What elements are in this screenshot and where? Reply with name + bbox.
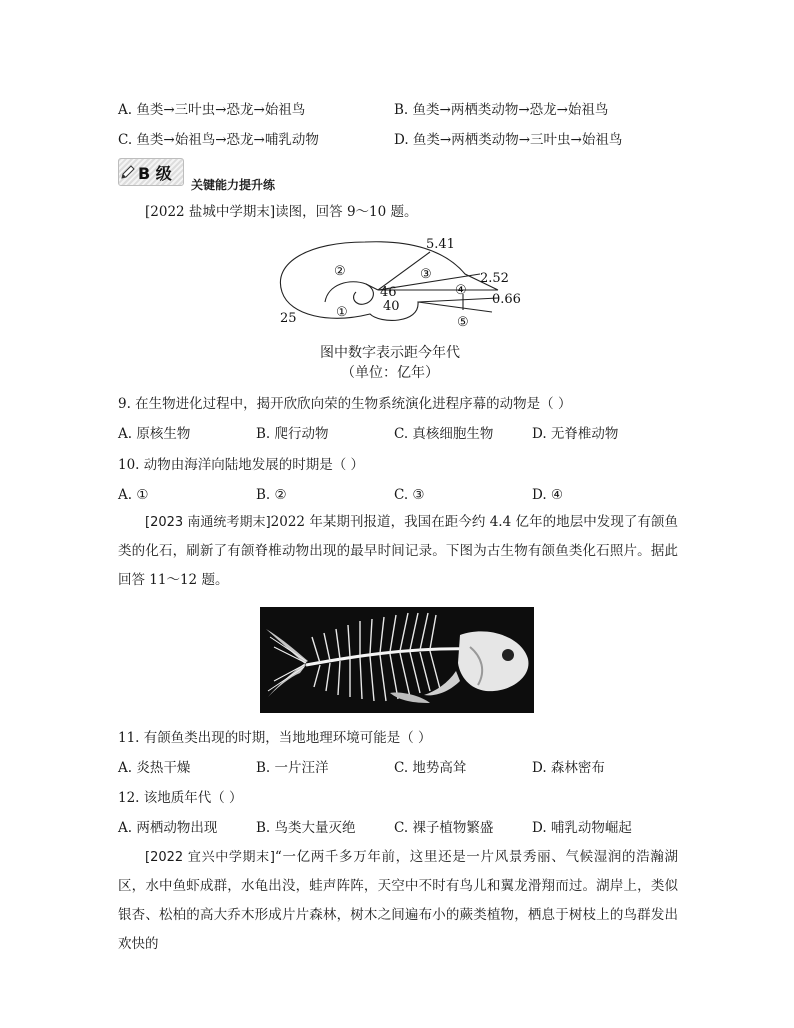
diagram-caption-1: 图中数字表示距今年代 — [320, 345, 460, 361]
q9-option-a: A. 原核生物 — [118, 426, 191, 442]
q10-option-c: C. ③ — [394, 487, 425, 503]
q9-option-c: C. 真核细胞生物 — [394, 426, 494, 442]
intro-11-12-text: 2022 年某期刊报道，我国在距今约 4.4 亿年的地层中发现了有颌鱼类的化石，刷新了有颌脊椎动物出现的最早时间记录。下图为古生物有颌鱼类化石照片。据此回答 11～12 题。 — [118, 514, 678, 588]
label-46: 46 — [380, 285, 397, 300]
q11-option-b: B. 一片汪洋 — [256, 760, 329, 776]
label-066: 0.66 — [492, 292, 521, 307]
q11-stem: 11. 有颌鱼类出现的时期，当地地理环境可能是（ ） — [118, 730, 432, 746]
label-period-2: ② — [334, 264, 346, 279]
option-8b: B. 鱼类→两栖类动物→恐龙→始祖鸟 — [394, 102, 609, 118]
label-252: 2.52 — [480, 271, 509, 286]
label-period-3: ③ — [420, 267, 432, 282]
q10-stem: 10. 动物由海洋向陆地发展的时期是（ ） — [118, 457, 365, 473]
level-badge — [118, 158, 184, 186]
q10-option-d: D. ④ — [532, 487, 564, 503]
q12-option-a: A. 两栖动物出现 — [118, 820, 218, 836]
label-541: 5.41 — [426, 237, 455, 252]
intro-11-12 — [118, 508, 678, 595]
geologic-time-diagram — [270, 232, 530, 342]
q11-option-d: D. 森林密布 — [532, 760, 605, 776]
q9-stem: 9. 在生物进化过程中，揭开欣欣向荣的生物系统演化进程序幕的动物是（ ） — [118, 396, 572, 412]
intro-13-source: [2022 宜兴中学期末] — [145, 850, 275, 865]
q11-option-a: A. 炎热干燥 — [118, 760, 191, 776]
q9-option-d: D. 无脊椎动物 — [532, 426, 619, 442]
option-8d: D. 鱼类→两栖类动物→三叶虫→始祖鸟 — [394, 132, 623, 148]
inner-spiral — [325, 282, 373, 305]
intro-9-10: [2022 盐城中学期末]读图，回答 9～10 题。 — [145, 204, 418, 220]
badge-label: B 级 — [138, 164, 172, 183]
q12-option-c: C. 裸子植物繁盛 — [394, 820, 494, 836]
q10-option-b: B. ② — [256, 487, 287, 503]
intro-13-text: “一亿两千多万年前，这里还是一片风景秀丽、气候湿润的浩瀚湖区，水中鱼虾成群，水龟出没，蛙声阵阵，天空中不时有鸟儿和翼龙滑翔而过。湖岸上，类似银杏、松柏的高大乔木形成片片森林，树木之间遍布小的蕨类植物，栖息于树枝上的鸟群发出欢快的 — [118, 849, 678, 952]
label-40: 40 — [383, 299, 400, 314]
label-period-4: ④ — [455, 283, 467, 298]
q10-option-a: A. ① — [118, 487, 149, 503]
intro-13 — [118, 843, 678, 959]
q11-option-c: C. 地势高耸 — [394, 760, 467, 776]
section-title: 关键能力提升练 — [191, 178, 276, 192]
q12-option-d: D. 哺乳动物崛起 — [532, 820, 632, 836]
label-period-5: ⑤ — [457, 315, 469, 330]
intro-11-12-source: [2023 南通统考期末] — [145, 515, 271, 530]
diagram-caption-2: （单位：亿年） — [341, 365, 439, 381]
label-25: 25 — [280, 311, 297, 326]
q12-stem: 12. 该地质年代（ ） — [118, 790, 243, 806]
q9-option-b: B. 爬行动物 — [256, 426, 329, 442]
option-8a: A. 鱼类→三叶虫→恐龙→始祖鸟 — [118, 102, 306, 118]
label-period-1: ① — [336, 305, 348, 320]
q12-option-b: B. 鸟类大量灭绝 — [256, 820, 356, 836]
pencil-icon — [120, 164, 136, 180]
option-8c: C. 鱼类→始祖鸟→恐龙→哺乳动物 — [118, 132, 319, 148]
fish-fossil-photo — [260, 607, 534, 713]
